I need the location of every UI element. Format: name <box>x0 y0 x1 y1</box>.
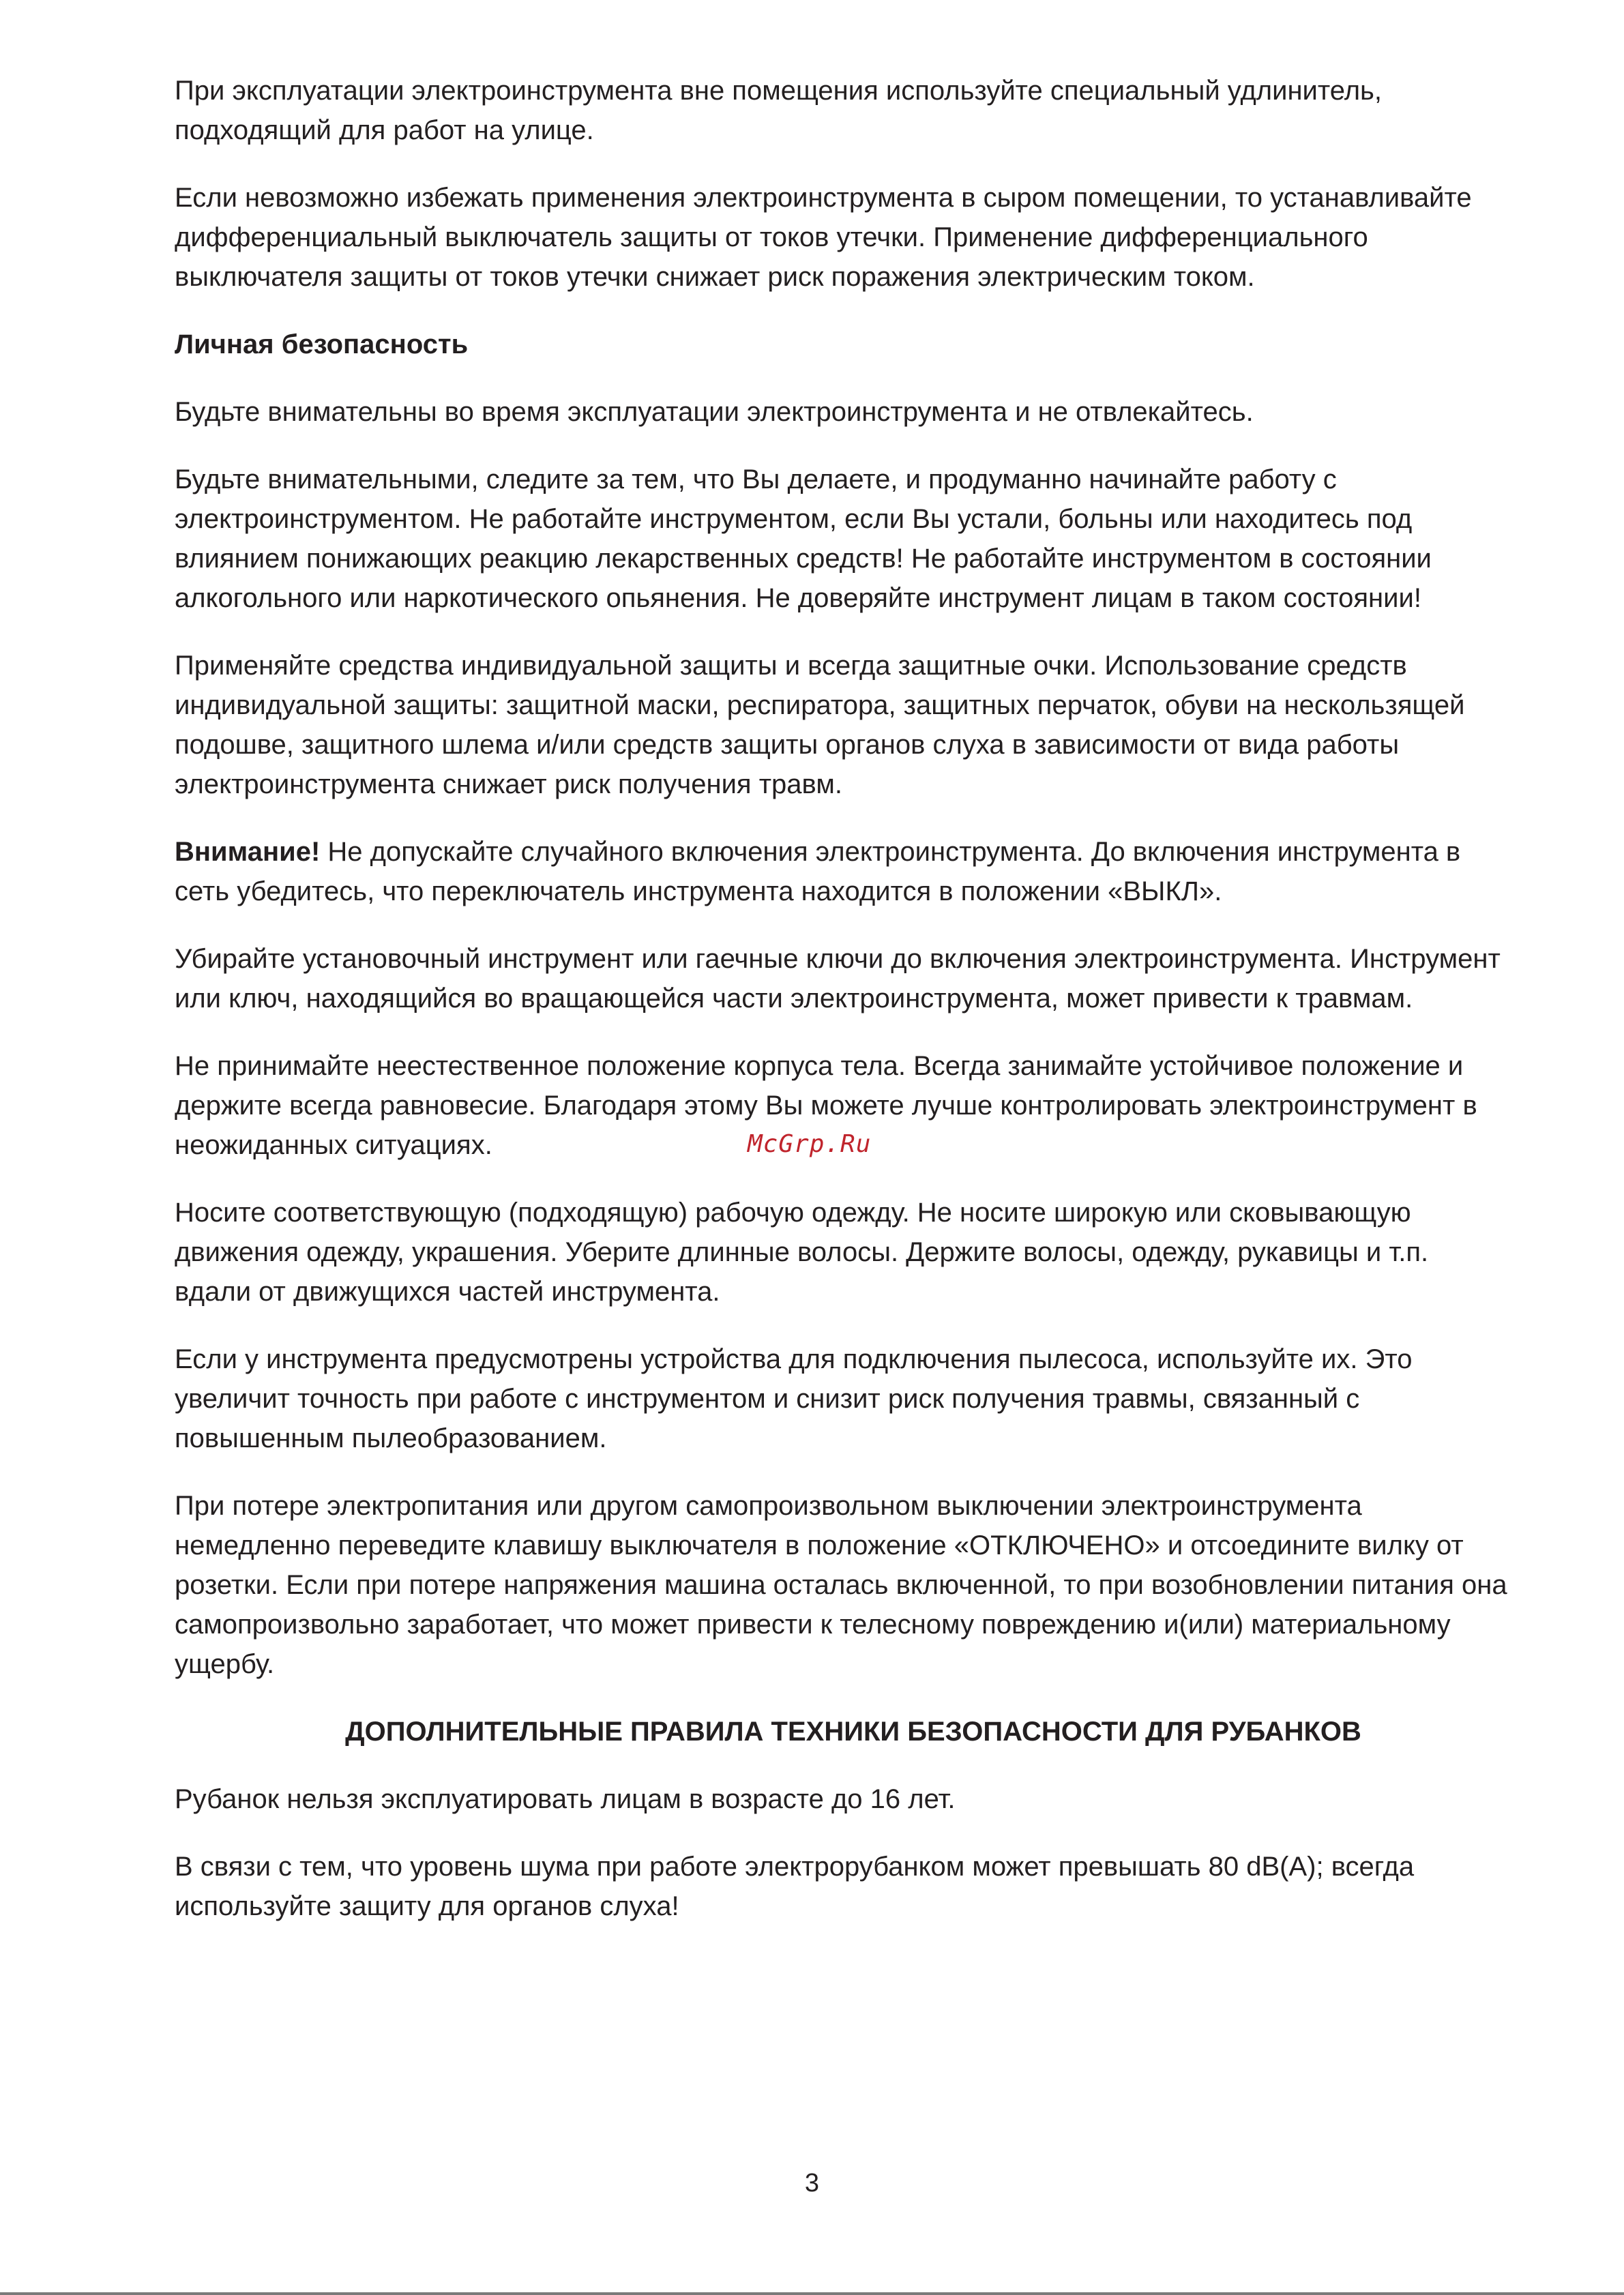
paragraph-warning <box>175 832 1511 911</box>
heading-personal-safety: Личная безопасность <box>175 329 469 359</box>
paragraph-posture: Не принимайте неестественное положение корпуса тела. Всегда занимайте устойчивое положение и держите всегда равновесие. Благодаря этому Вы можете лучше контролировать электроинструмент в неожиданных ситуациях. <box>175 1051 1477 1160</box>
paragraph-noise: В связи с тем, что уровень шума при работе электрорубанком может превышать 80 dB(A); всегда используйте защиту для органов слуха! <box>175 1852 1415 1921</box>
paragraph-attention: Будьте внимательны во время эксплуатации электроинструмента и не отвлекайтесь. <box>175 397 1254 427</box>
watermark: McGrp.Ru <box>748 1130 872 1158</box>
heading-planer-rules: ДОПОЛНИТЕЛЬНЫЕ ПРАВИЛА ТЕХНИКИ БЕЗОПАСНОСТИ ДЛЯ РУБАНКОВ <box>345 1717 1361 1747</box>
paragraph-be-careful: Будьте внимательными, следите за тем, что Вы делаете, и продуманно начинайте работу с электроинструментом. Не работайте инструментом, если Вы устали, больны или находитесь под влиянием понижающих реакцию лекарственных средств! Не работайте инструментом в состоянии алкогольного или наркотического опьянения. Не доверяйте инструмент лицам в таком состоянии! <box>175 464 1432 613</box>
page-number: 3 <box>804 2169 820 2197</box>
paragraph-rcd: Если невозможно избежать применения электроинструмента в сыром помещении, то устанавливайте дифференциальный выключатель защиты от токов утечки. Применение дифференциального выключателя защиты от токов утечки снижает риск поражения электрическим током. <box>175 183 1472 292</box>
warning-label: Внимание! <box>175 837 321 867</box>
paragraph-dust-extraction: Если у инструмента предусмотрены устройства для подключения пылесоса, используйте их. Это увеличит точность при работе с инструментом и снизит риск получения травмы, связанный с повышенным пылеобразованием. <box>175 1344 1413 1453</box>
paragraph-protective-equipment: Применяйте средства индивидуальной защиты и всегда защитные очки. Использование средств индивидуальной защиты: защитной маски, респиратора, защитных перчаток, обуви на нескользящей подошве, защитного шлема и/или средств защиты органов слуха в зависимости от вида работы электроинструмента снижает риск получения травм. <box>175 651 1465 799</box>
warning-text: Не допускайте случайного включения электроинструмента. До включения инструмента в сеть убедитесь, что переключатель инструмента находится в положении «ВЫКЛ». <box>175 837 1461 906</box>
paragraph-age-limit: Рубанок нельзя эксплуатировать лицам в возрасте до 16 лет. <box>175 1784 956 1814</box>
paragraph-outdoor-extension: При эксплуатации электроинструмента вне помещения используйте специальный удлинитель, подходящий для работ на улице. <box>175 76 1382 145</box>
document-body <box>175 71 1511 1954</box>
page-bottom-divider <box>0 2292 1624 2295</box>
paragraph-remove-keys: Убирайте установочный инструмент или гаечные ключи до включения электроинструмента. Инструмент или ключ, находящийся во вращающейся части электроинструмента, может привести к травмам. <box>175 944 1501 1013</box>
paragraph-clothing: Носите соответствующую (подходящую) рабочую одежду. Не носите широкую или сковывающую движения одежду, украшения. Уберите длинные волосы. Держите волосы, одежду, рукавицы и т.п. вдали от движущихся частей инструмента. <box>175 1198 1429 1307</box>
paragraph-power-loss: При потере электропитания или другом самопроизвольном выключении электроинструмента немедленно переведите клавишу выключателя в положение «ОТКЛЮЧЕНО» и отсоедините вилку от розетки. Если при потере напряжения машина осталась включенной, то при возобновлении питания она самопроизвольно заработает, что может привести к телесному повреждению и(или) материальному ущербу. <box>175 1491 1507 1679</box>
